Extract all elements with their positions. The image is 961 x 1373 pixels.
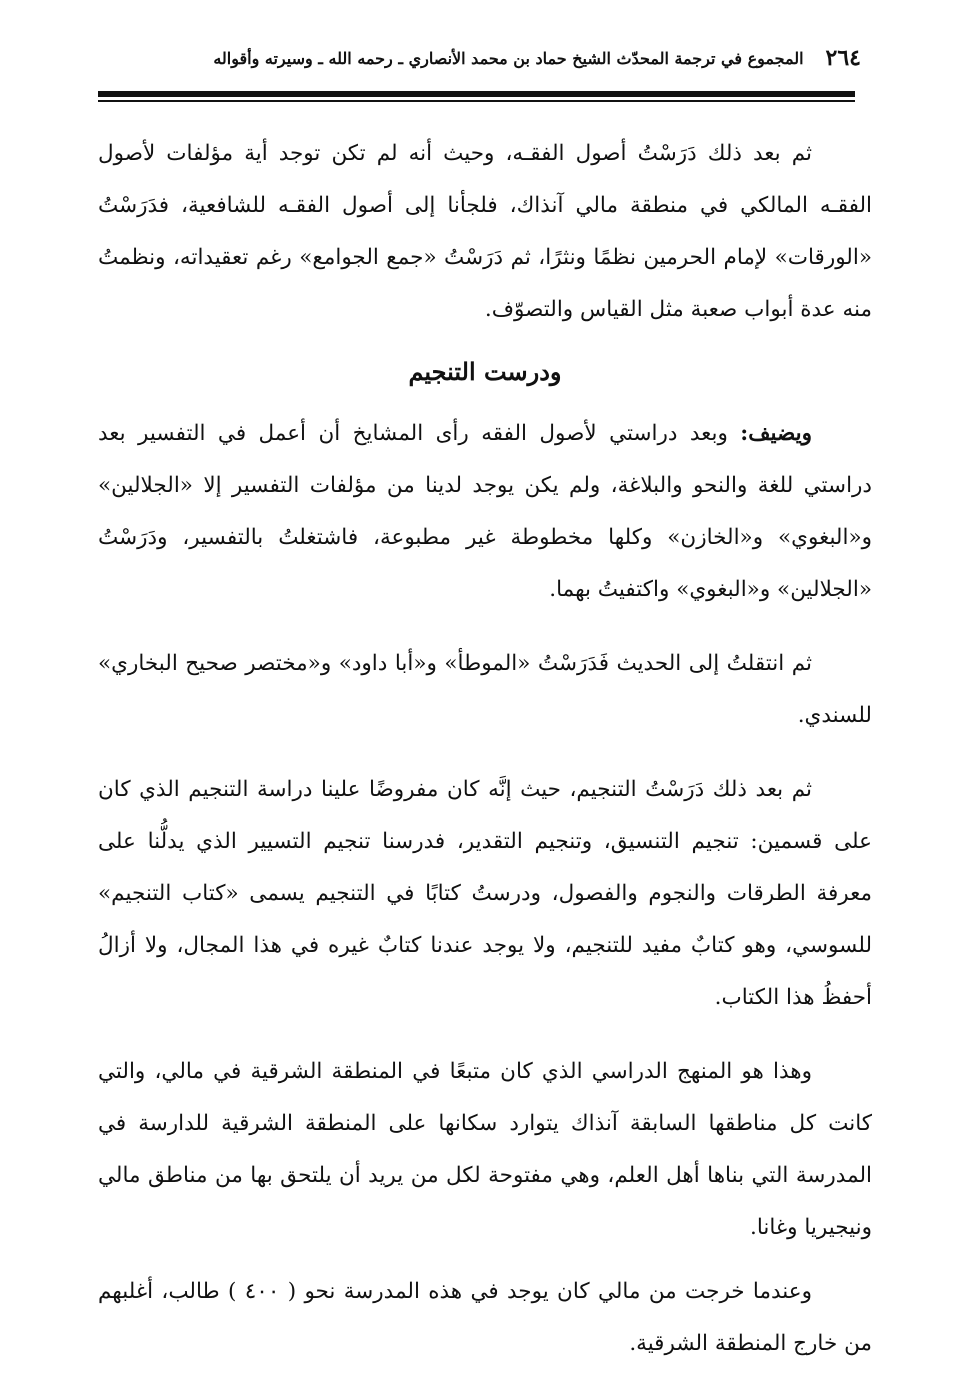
- page-body: [98, 128, 872, 1370]
- paragraph-lead-word: ويضيف:: [740, 421, 812, 446]
- paragraph-usul-fiqh: ثم بعد ذلك دَرَسْتُ أصول الفقـه، وحيث أنه لم تكن توجد أية مؤلفات لأصول الفقـه المالكي في منطقة مالي آنذاك، فلجأنا إلى أصول الفقـه للشافعية، فدَرَسْتُ «الورقات» لإمام الحرمين نظمًا ونثرًا، ثم دَرَسْتُ «جمع الجوامع» رغم تعقيداته، ونظمتُ منه عدة أبواب صعبة مثل القياس والتصوّف.: [98, 141, 872, 322]
- paragraph-tafsir: [98, 408, 872, 616]
- header-rule-thick: [98, 91, 855, 97]
- paragraph-students: وعندما خرجت من مالي كان يوجد في هذه المدرسة نحو ( ٤٠٠ ) طالب، أغلبهم من خارج المنطقة الشرقية.: [98, 1279, 872, 1356]
- header-rule-thin: [98, 100, 855, 102]
- running-title: المجموع في ترجمة المحدّث الشيخ حماد بن محمد الأنصاري ـ رحمه الله ـ وسيرته وأقواله: [213, 48, 804, 68]
- paragraph-hadith: ثم انتقلتُ إلى الحديث فَدَرَسْتُ «الموطأ» و«أبا داود» و«مختصر صحيح البخاري» للسندي.: [98, 651, 872, 728]
- section-heading: ودرست التنجيم: [408, 357, 562, 386]
- page-header: [195, 38, 861, 78]
- paragraph-curriculum: وهذا هو المنهج الدراسي الذي كان متبعًا في المنطقة الشرقية في مالي، والتي كانت كل مناطقها السابقة آنذاك يتوارد سكانها على المنطقة الشرقية للدارسة في المدرسة التي بناها أهل العلم، وهي مفتوحة لكل من يريد أن يلتحق بها من مناطق مالي ونيجيريا وغانا.: [98, 1059, 872, 1240]
- paragraph-tanjim: ثم بعد ذلك دَرَسْتُ التنجيم، حيث إنَّه كان مفروضًا علينا دراسة التنجيم الذي كان على قسمين: تنجيم التنسيق، وتنجيم التقدير، فدرسنا تنجيم التسيير الذي يدلُّنا على معرفة الطرقات والنجوم والفصول، ودرستُ كتابًا في التنجيم يسمى «كتاب التنجيم» للسوسي، وهو كتابٌ مفيد للتنجيم، ولا يوجد عندنا كتابٌ غيره في هذا المجال، ولا أزالُ أحفظُ هذا الكتاب.: [98, 777, 872, 1010]
- paragraph-tafsir-text: وبعد دراستي لأصول الفقه رأى المشايخ أن أعمل في التفسير بعد دراستي للغة والنحو والبلاغة، ولم يكن يوجد لدينا من مؤلفات التفسير إلا «الجلالين» و«البغوي» و«الخازن» وكلها مخطوطة غير مطبوعة، فاشتغلتُ بالتفسير، ودَرَسْتُ «الجلالين» و«البغوي» واكتفيتُ بهما.: [98, 421, 872, 602]
- page-number: ٢٦٤: [825, 45, 861, 71]
